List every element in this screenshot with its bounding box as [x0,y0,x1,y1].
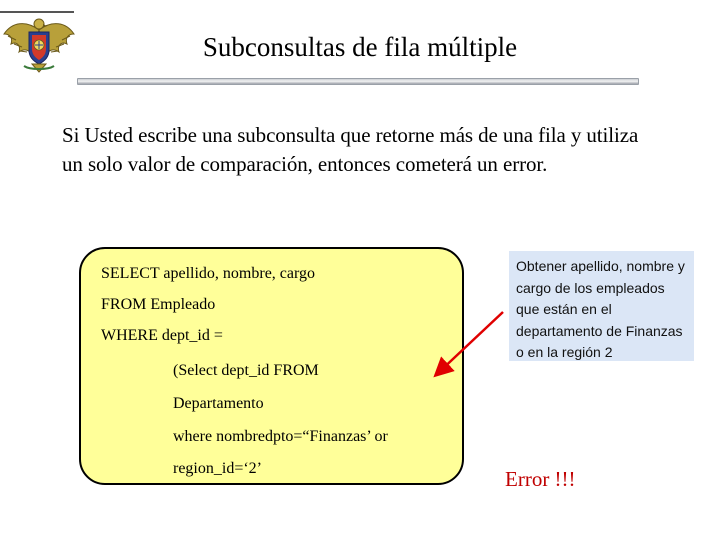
explanation-note: Obtener apellido, nombre y cargo de los empleados que están en el departamento de Finanzas o en la región 2 [509,251,694,361]
error-label: Error !!! [505,467,576,491]
sql-line-subquery-where: where nombredpto=“Finanzas’ or [173,428,388,445]
sql-line-subquery-table: Departamento [173,395,264,412]
header-rule [0,11,74,13]
sql-query-box [79,247,464,485]
intro-paragraph: Si Usted escribe una subconsulta que retorne más de una fila y utiliza un solo valor de comparación, entonces cometerá un error. [62,123,639,176]
eagle-crest-logo-icon [2,14,76,76]
sql-line-where: WHERE dept_id = [101,327,223,344]
sql-line-subquery-select: (Select dept_id FROM [173,362,319,379]
title-underline-bar [77,78,639,85]
slide-title: Subconsultas de fila múltiple [202,32,518,62]
sql-line-subquery-or: region_id=‘2’ [173,460,262,477]
sql-line-select: SELECT apellido, nombre, cargo [101,265,316,282]
sql-line-from: FROM Empleado [101,296,216,313]
